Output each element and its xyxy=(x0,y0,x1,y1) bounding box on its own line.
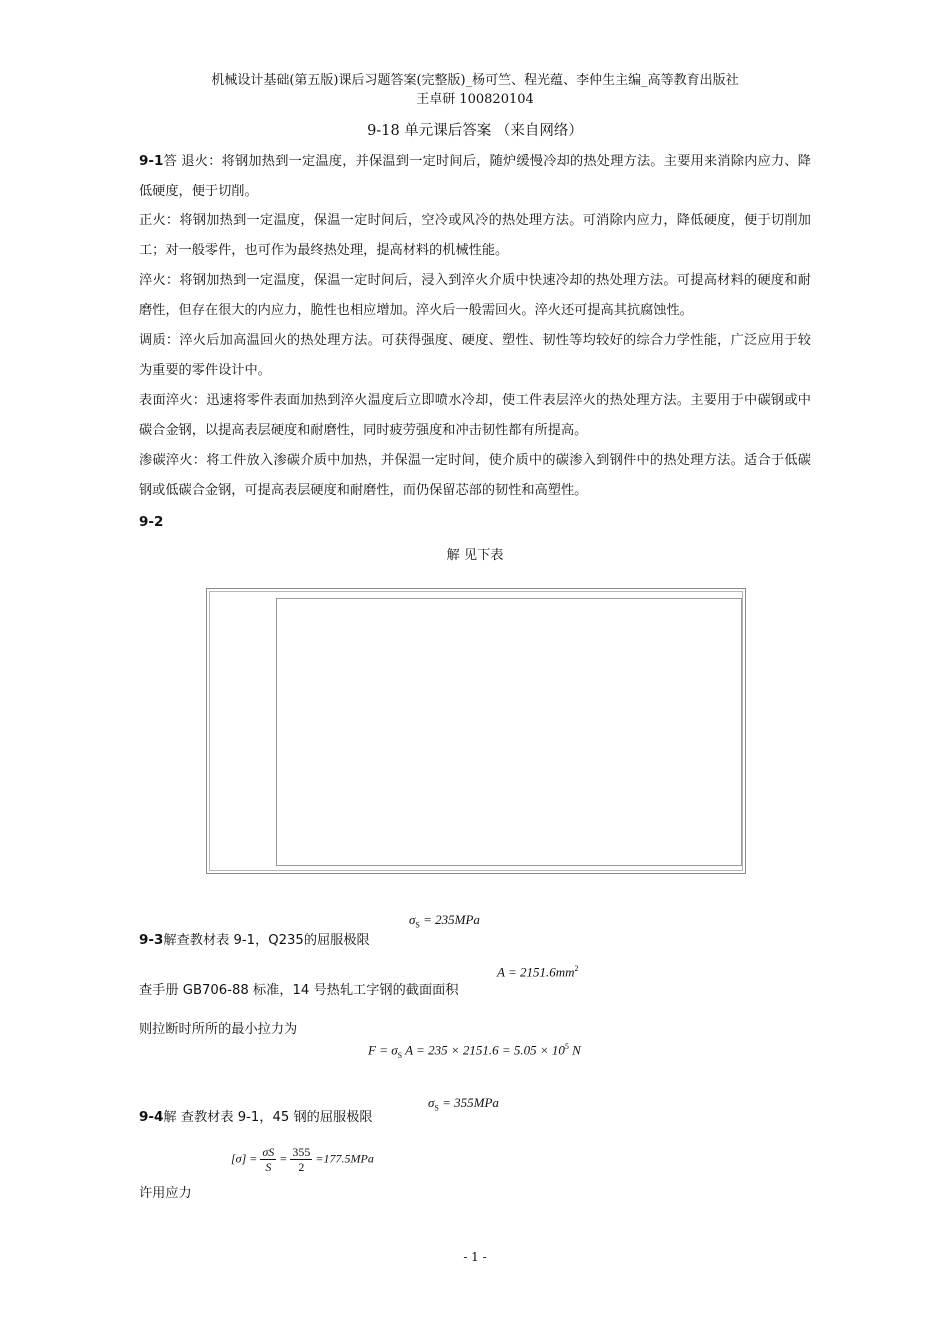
q93-line3: 则拉断时所所的最小拉力为 xyxy=(139,1022,298,1037)
q92-caption: 解 见下表 xyxy=(446,548,504,563)
q93-yield-formula: $\sigma_S = 235MPa$ xyxy=(409,912,480,930)
q93-line2: 查手册 GB706-88 标准，14 号热轧工字钢的截面面积 xyxy=(139,983,459,998)
q94-line2: 许用应力 xyxy=(139,1186,192,1201)
q92-number: 9-2 xyxy=(139,514,164,530)
q91-number: 9-1 xyxy=(139,153,164,169)
q91-tempering-paragraph: 调质：淬火后加高温回火的热处理方法。可获得强度、硬度、塑性、韧性等均较好的综合力学性能，广泛应用于较为重要的零件设计中。 xyxy=(139,333,811,378)
q91-annealing-text: 答 退火：将钢加热到一定温度，并保温到一定时间后，随炉缓慢冷却的热处理方法。主要用来消除内应力、降低硬度，便于切削。 xyxy=(139,154,811,199)
q93-number: 9-3 xyxy=(139,932,164,948)
q94-allowable-stress-formula: [σ] = $\frac{\sigma S}{S}$ = $\frac{355}{2}$ =177.5MPa xyxy=(231,1145,374,1174)
document-header-line2: 王卓研 100820104 xyxy=(416,92,534,107)
q91-carburizing-paragraph: 渗碳淬火：将工件放入渗碳介质中加热，并保温一定时间，使介质中的碳渗入到钢件中的热处理方法。适合于低碳钢或低碳合金钢，可提高表层硬度和耐磨性，而仍保留芯部的韧性和高塑性。 xyxy=(139,453,811,498)
table-placeholder xyxy=(276,598,742,866)
q94-number: 9-4 xyxy=(139,1109,164,1125)
page-number: - 1 - xyxy=(463,1250,487,1264)
q91-surface-quenching-paragraph: 表面淬火：迅速将零件表面加热到淬火温度后立即喷水冷却，使工件表层淬火的热处理方法。主要用于中碳钢或中碳合金钢，以提高表层硬度和耐磨性，同时疲劳强度和冲击韧性都有所提高。 xyxy=(139,393,811,438)
q91-normalizing-paragraph: 正火：将钢加热到一定温度，保温一定时间后，空冷或风冷的热处理方法。可消除内应力，降低硬度，便于切削加工；对一般零件，也可作为最终热处理，提高材料的机械性能。 xyxy=(139,213,811,258)
q93-force-formula: $F = \sigma_S$ $A = 235 \times 2151.6 = 5.05 \times 10^5$ N xyxy=(368,1042,581,1060)
page-title: 9-18 单元课后答案 （来自网络） xyxy=(367,123,583,139)
q93-area-formula: $A = 2151.6mm^2$ xyxy=(497,964,579,980)
document-header-line1: 机械设计基础(第五版)课后习题答案(完整版)_杨可竺、程光蕴、李仲生主编_高等教育出版社 xyxy=(211,73,739,88)
q91-quenching-paragraph: 淬火：将钢加热到一定温度，保温一定时间后，浸入到淬火介质中快速冷却的热处理方法。可提高材料的硬度和耐磨性，但存在很大的内应力，脆性也相应增加。淬火后一般需回火。淬火还可提高其抗腐蚀性。 xyxy=(139,273,811,318)
q94-yield-formula: $\sigma_S = 355MPa$ xyxy=(428,1095,499,1113)
q93-line1: 9-3解查教材表 9-1，Q235的屈服极限 xyxy=(139,932,370,948)
q94-line1: 9-4解 查教材表 9-1，45 钢的屈服极限 xyxy=(139,1109,373,1125)
q91-annealing-paragraph xyxy=(139,146,811,207)
